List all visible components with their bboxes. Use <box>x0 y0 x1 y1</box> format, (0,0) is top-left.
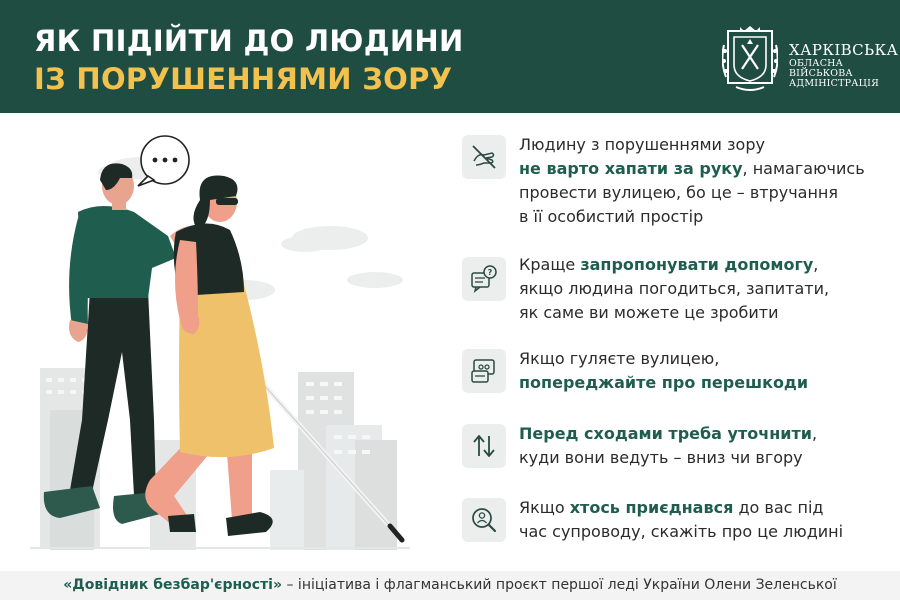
org-sub-line2: АДМІНІСТРАЦІЯ <box>789 78 879 90</box>
tip-icon-box <box>462 135 506 179</box>
tip-line-post: , <box>813 255 819 274</box>
tip-text <box>519 496 843 544</box>
tip-line: куди вони ведуть – вниз чи вгору <box>519 448 803 467</box>
tip-someone-joined <box>462 496 882 544</box>
tip-line <box>519 422 817 446</box>
tip-offer-help <box>462 253 882 325</box>
tip-line: час супроводу, скажіть про це людині <box>519 522 844 541</box>
tip-line: провести вулицею, бо це – втручання <box>519 183 839 202</box>
tip-line: Якщо гуляєте вулицею, <box>519 349 720 368</box>
tip-icon-box <box>462 498 506 542</box>
tip-highlight: запропонувати допомогу <box>580 255 814 274</box>
tip-icon-box <box>462 424 506 468</box>
page-title-line2: ІЗ ПОРУШЕННЯМИ ЗОРУ <box>34 62 453 96</box>
org-sub-line1: ОБЛАСНА ВІЙСЬКОВА <box>789 57 853 79</box>
tip-stairs <box>462 422 882 470</box>
tip-line <box>519 157 865 181</box>
no-hand-grab-icon <box>470 143 498 171</box>
tip-text <box>519 422 817 470</box>
tip-highlight: Перед сходами треба уточнити <box>519 424 812 443</box>
tip-highlight: не варто хапати за руку <box>519 159 743 178</box>
tip-highlight: попереджайте про перешкоди <box>519 373 809 392</box>
up-down-arrows-icon <box>470 432 498 460</box>
kharkiv-oblast-emblem-icon <box>722 25 778 93</box>
tip-text <box>519 253 829 325</box>
tip-icon-box <box>462 349 506 393</box>
person-search-icon <box>470 506 498 534</box>
footer <box>0 571 900 600</box>
tip-highlight: хтось приєднався <box>569 498 734 517</box>
tip-line: Людину з порушеннями зору <box>519 135 765 154</box>
speech-bubble <box>138 136 189 186</box>
page-title-line1: ЯК ПІДІЙТИ ДО ЛЮДИНИ <box>34 24 464 58</box>
footer-text: – ініціатива і флагманський проєкт першої леді України Олени Зеленської <box>282 577 837 593</box>
tip-no-grab <box>462 133 882 229</box>
org-block <box>789 42 900 90</box>
tip-line: якщо людина погодиться, запитати, <box>519 279 830 298</box>
tip-line <box>519 253 829 277</box>
tip-line: в її особистий простір <box>519 207 704 226</box>
tip-line <box>519 371 808 395</box>
tip-line-post: , <box>811 424 818 443</box>
tip-warn-obstacles <box>462 347 882 395</box>
svg-text:?: ? <box>487 268 493 277</box>
tip-line-post: до вас під <box>733 498 824 517</box>
tip-line-rest: , намагаючись <box>742 159 865 178</box>
offer-help-chat-icon <box>470 265 498 293</box>
footer-project-name: «Довідник безбар'єрності» <box>63 577 283 593</box>
org-name: ХАРКІВСЬКА <box>789 41 899 59</box>
header <box>0 0 900 113</box>
tip-text <box>519 133 865 229</box>
tip-icon-box <box>462 257 506 301</box>
tip-text <box>519 347 808 395</box>
illustration <box>30 120 430 560</box>
tip-line-pre: Якщо <box>519 498 570 517</box>
tip-line-pre: Краще <box>519 255 581 274</box>
tip-line: як саме ви можете це зробити <box>519 303 779 322</box>
warning-chat-icon <box>470 357 498 385</box>
tip-line <box>519 496 843 520</box>
